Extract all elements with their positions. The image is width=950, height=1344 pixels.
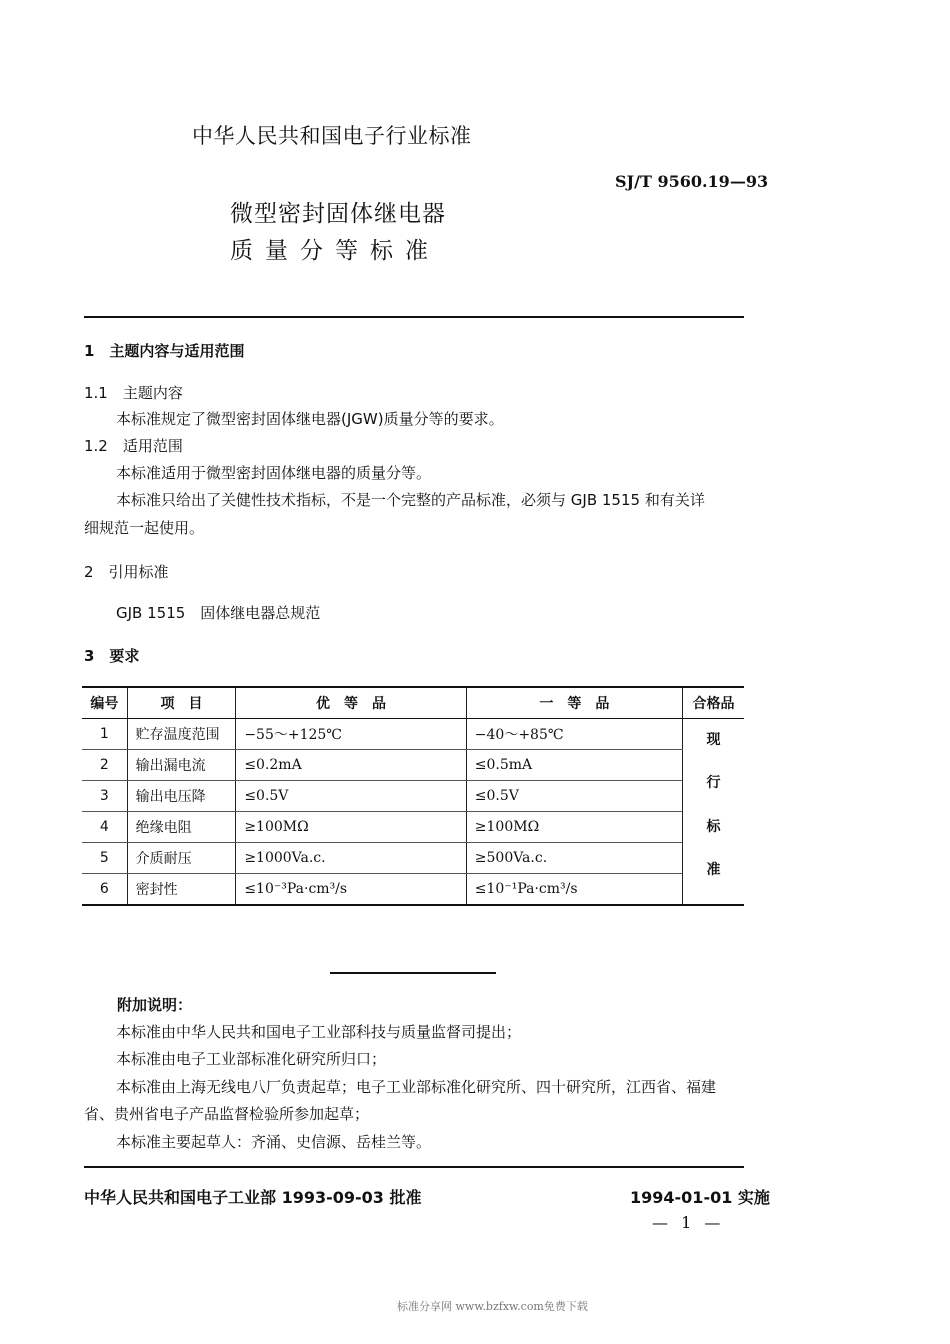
cell-item: 贮存温度范围 bbox=[127, 719, 236, 750]
notes-divider bbox=[330, 972, 496, 974]
document-title-line1: 微型密封固体继电器 bbox=[230, 201, 446, 227]
cell-first-class: ≤0.5mA bbox=[466, 750, 682, 781]
cell-excellent: ≤10⁻³Pa·cm³/s bbox=[236, 874, 466, 906]
section-1-heading: 1 主题内容与适用范围 bbox=[84, 342, 245, 360]
section-1-2-text-2b: 细规范一起使用。 bbox=[84, 519, 205, 537]
col-header-first-class: 一 等 品 bbox=[466, 687, 682, 719]
qualified-char-3: 标 bbox=[706, 818, 721, 835]
qualified-char-1: 现 bbox=[706, 732, 721, 748]
cell-excellent: ≥100MΩ bbox=[236, 812, 466, 843]
cell-item: 输出电压降 bbox=[127, 781, 236, 812]
col-header-qualified: 合格品 bbox=[683, 687, 744, 719]
approval-date: 中华人民共和国电子工业部 1993-09-03 批准 bbox=[84, 1188, 422, 1207]
cell-number: 3 bbox=[82, 781, 127, 812]
cell-first-class: ≥100MΩ bbox=[466, 812, 682, 843]
col-header-excellent: 优 等 品 bbox=[236, 687, 466, 719]
title-divider bbox=[84, 316, 744, 318]
section-2-heading: 2 引用标准 bbox=[84, 563, 169, 581]
col-header-number: 编号 bbox=[82, 687, 127, 719]
document-title-line2: 质量分等标准 bbox=[230, 238, 440, 264]
effective-date: 1994-01-01 实施 bbox=[630, 1188, 770, 1207]
note-line-2: 本标准由电子工业部标准化研究所归口； bbox=[116, 1050, 387, 1068]
table-row bbox=[82, 874, 744, 906]
section-1-1-heading: 1.1 主题内容 bbox=[84, 384, 183, 402]
table-header-row bbox=[82, 687, 744, 719]
cell-item: 密封性 bbox=[127, 874, 236, 906]
section-1-1-text: 本标准规定了微型密封固体继电器(JGW)质量分等的要求。 bbox=[116, 410, 504, 428]
notes-title: 附加说明： bbox=[117, 996, 193, 1014]
footer-divider bbox=[84, 1166, 744, 1168]
note-line-3b: 省、贵州省电子产品监督检验所参加起草； bbox=[84, 1105, 370, 1123]
download-watermark: 标准分享网 www.bzfxw.com免费下载 bbox=[397, 1300, 588, 1313]
cell-excellent: ≥1000Va.c. bbox=[236, 843, 466, 874]
cell-first-class: ≥500Va.c. bbox=[466, 843, 682, 874]
note-line-1: 本标准由中华人民共和国电子工业部科技与质量监督司提出； bbox=[116, 1023, 522, 1041]
qualified-char-4: 准 bbox=[706, 861, 721, 878]
cell-first-class: ≤10⁻¹Pa·cm³/s bbox=[466, 874, 682, 906]
issuing-organization: 中华人民共和国电子行业标准 bbox=[192, 124, 472, 148]
cell-number: 4 bbox=[82, 812, 127, 843]
cell-qualified bbox=[683, 719, 744, 906]
cell-item: 输出漏电流 bbox=[127, 750, 236, 781]
cell-number: 6 bbox=[82, 874, 127, 906]
qualified-char-2: 行 bbox=[706, 775, 721, 792]
standard-code: SJ/T 9560.19—93 bbox=[615, 172, 769, 191]
cell-excellent: ≤0.5V bbox=[236, 781, 466, 812]
section-1-2-text-2a: 本标准只给出了关健性技术指标，不是一个完整的产品标准，必须与 GJB 1515 和有关详 bbox=[116, 491, 705, 509]
cell-number: 2 bbox=[82, 750, 127, 781]
referenced-standard: GJB 1515 固体继电器总规范 bbox=[116, 604, 321, 622]
cell-item: 介质耐压 bbox=[127, 843, 236, 874]
table-row bbox=[82, 812, 744, 843]
cell-item: 绝缘电阻 bbox=[127, 812, 236, 843]
section-3-heading: 3 要求 bbox=[84, 647, 140, 665]
cell-first-class: ≤0.5V bbox=[466, 781, 682, 812]
table-row bbox=[82, 781, 744, 812]
table-row bbox=[82, 843, 744, 874]
cell-number: 5 bbox=[82, 843, 127, 874]
cell-excellent: ≤0.2mA bbox=[236, 750, 466, 781]
note-line-4: 本标准主要起草人：齐涌、史信源、岳桂兰等。 bbox=[116, 1133, 432, 1151]
table-row bbox=[82, 750, 744, 781]
section-1-2-text-1: 本标准适用于微型密封固体继电器的质量分等。 bbox=[116, 464, 432, 482]
requirements-table bbox=[82, 686, 744, 906]
cell-first-class: −40～+85℃ bbox=[466, 719, 682, 750]
table-row bbox=[82, 719, 744, 750]
page-number: — 1 — bbox=[652, 1213, 725, 1232]
cell-excellent: −55～+125℃ bbox=[236, 719, 466, 750]
col-header-item: 项 目 bbox=[127, 687, 236, 719]
cell-number: 1 bbox=[82, 719, 127, 750]
section-1-2-heading: 1.2 适用范围 bbox=[84, 437, 183, 455]
note-line-3a: 本标准由上海无线电八厂负责起草；电子工业部标准化研究所、四十研究所，江西省、福建 bbox=[116, 1078, 717, 1096]
